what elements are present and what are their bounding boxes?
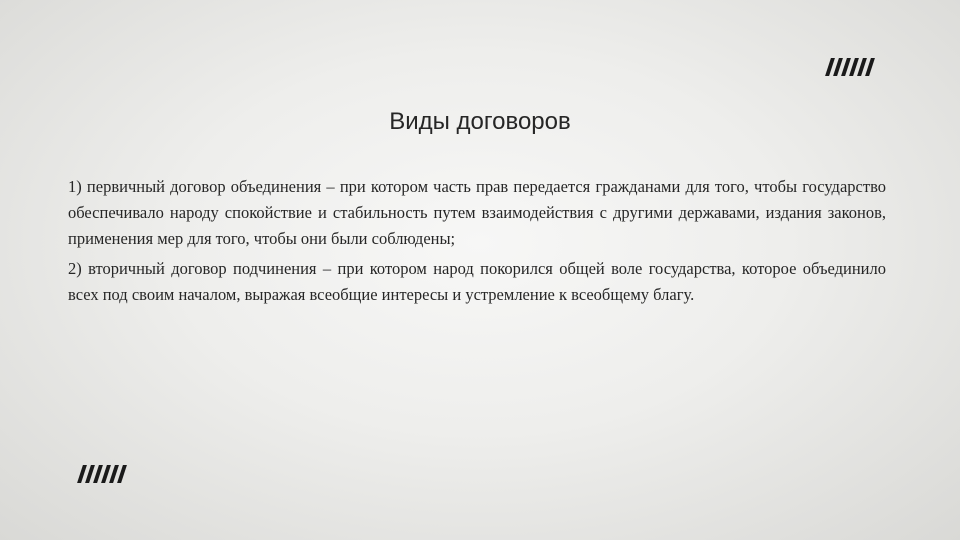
decorative-slashes-bottom: [77, 465, 127, 483]
slide-body: [68, 174, 886, 312]
slide-title: Виды договоров: [389, 108, 571, 135]
decorative-slashes-top: [825, 58, 875, 76]
paragraph-primary-contract: 1) первичный договор объединения – при котором часть прав передается гражданами для того, чтобы государство обеспечивало народу спокойствие и стабильность путем взаимодействия с другими державами, издания законов, применения мер для того, чтобы они были соблюдены;: [68, 177, 886, 248]
paragraph-secondary-contract: 2) вторичный договор подчинения – при котором народ покорился общей воле государства, которое объединило всех под своим началом, выражая всеобщие интересы и устремление к всеобщему благу.: [68, 259, 886, 304]
